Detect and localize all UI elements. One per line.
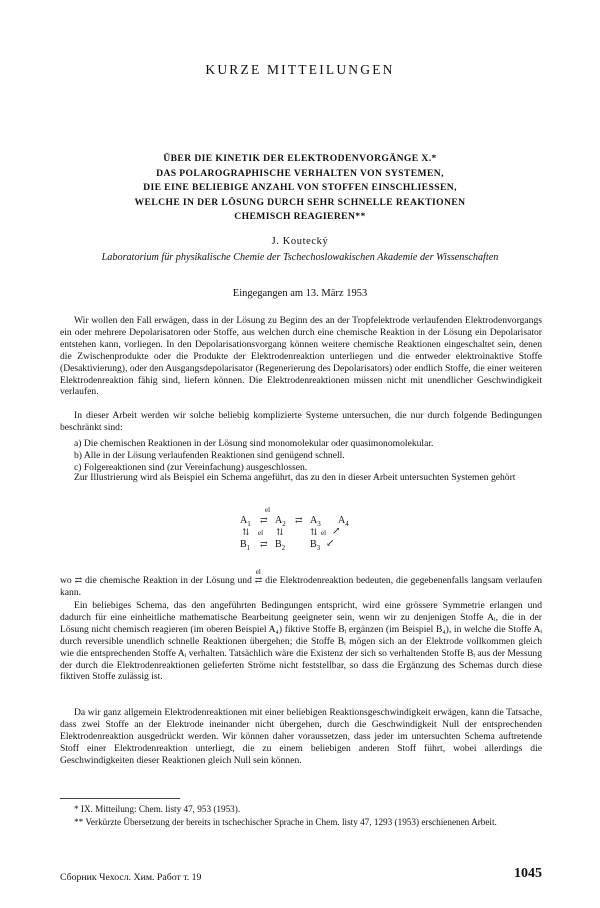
body-paragraph: [60, 568, 542, 599]
list-item: c) Folgereaktionen sind (zur Vereinfachung) ausgeschlossen.: [74, 461, 308, 473]
title-line: CHEMISCH REAGIEREN**: [234, 211, 366, 222]
body-paragraph: [60, 707, 542, 767]
equilibrium-arrow: ⇄: [295, 515, 303, 525]
reaction-scheme: [230, 506, 370, 556]
vertical-arrow: ⇅: [276, 527, 284, 537]
title-line: WELCHE IN DER LÖSUNG DURCH SEHR SCHNELLE REAKTIONEN: [134, 196, 466, 208]
equilibrium-arrow: ⇄: [260, 515, 268, 525]
vertical-arrow: ⇅: [310, 527, 318, 537]
body-paragraph: [60, 472, 542, 484]
species-b2: $B_2$: [275, 539, 286, 552]
el-label: el: [321, 529, 327, 537]
body-paragraph: [60, 315, 542, 398]
title-line: ÜBER DIE KINETIK DER ELEKTRODENVORGÄNGE X.*: [163, 153, 437, 164]
paragraph-text: Ein beliebiges Schema, das den angeführten Bedingungen entspricht, wird eine grössere Symmetrie erlangen und dadurch für eine einheitliche mathematische Bearbeitung geeigneter sein, wenn wir zu denjenigen Stoffe Aᵢ, die in der Lösung nicht chemisch reagieren (im oberen Beispiel A₄) fiktive Stoffe Bᵢ ergänzen (im Beispiel B₄), in welche die Stoffe Aᵢ durch reversible unendlich schnelle Reaktionen übergehen; die Stoffe Bᵢ mögen sich an der Elektrode vollkommen gleich wie die entsprechenden Stoffe Aᵢ verhalten. Tatsächlich wäre die Existenz der sich so verhaltenden Stoffe Bᵢ aus der Messung der durch die Elektrodenreaktionen gelieferten Ströme nicht feststellbar, so dass die Ergänzung des Schemas durch diese fiktiven Stoffe zulässig ist.: [60, 600, 542, 683]
species-b3: $B_3$: [310, 539, 321, 552]
journal-reference: Сборник Чехосл. Хим. Работ т. 19: [60, 872, 202, 883]
el-label: el: [265, 506, 271, 514]
electrode-arrow: el ⇄: [254, 568, 263, 585]
species-a3: $A_3$: [310, 515, 321, 528]
title-line: DAS POLAROGRAPHISCHE VERHALTEN VON SYSTEMEN,: [156, 167, 444, 179]
author-affiliation: Laboratorium für physikalische Chemie der Tschechoslowakischen Akademie der Wissenschaften: [101, 252, 499, 263]
diagonal-arrow-icon: ↗: [332, 526, 341, 537]
body-paragraph: [60, 600, 542, 683]
footnote: * IX. Mitteilung: Chem. listy 47, 953 (1953).: [74, 804, 241, 814]
footnote: ** Verkürzte Übersetzung der bereits in tschechischer Sprache in Chem. listy 47, 1293 (1953) erschienenen Arbeit.: [74, 817, 497, 827]
species-b1: $B_1$: [240, 539, 251, 552]
condition-list: [60, 438, 542, 474]
diagonal-arrow-icon: ↙: [326, 538, 335, 549]
species-a1: $A_1$: [240, 515, 251, 528]
el-label: el: [258, 529, 264, 537]
list-item: b) Alle in der Lösung verlaufenden Reaktionen sind genügend schnell.: [74, 449, 345, 461]
paragraph-text: In dieser Arbeit werden wir solche beliebig komplizierte Systeme untersuchen, die nur durch folgende Bedingungen beschränkt sind:: [60, 410, 542, 433]
vertical-arrow: ⇅: [242, 527, 250, 537]
species-a4: $A_4$: [338, 515, 349, 528]
equilibrium-arrow: ⇄: [74, 575, 83, 585]
body-paragraph: [60, 410, 542, 434]
received-date: Eingegangen am 13. März 1953: [232, 288, 368, 299]
author-name: J. Koutecký: [271, 236, 329, 247]
section-heading: KURZE MITTEILUNGEN: [205, 62, 395, 77]
equilibrium-arrow: ⇄: [260, 539, 268, 549]
paragraph-text: Wir wollen den Fall erwägen, dass in der Lösung zu Beginn des an der Tropfelektrode verlaufenden Elektrodenvorgangs ein oder mehrere Depolarisatoren oder Stoffe, aus welchen durch eine chemische Reaktion in der Lösung ein Depolarisator entstehen kann, vorliegen. In den Depolarisationsvorgang können weitere chemische Reaktionen eingeschaltet sein, denen die Zwischenprodukte oder die Produkte der Elektrodenreaktion unterliegen und die entweder elektroinaktive Stoffe (Desaktivierung), oder den Ausgangsdepolarisator (Regenerierung des Depolarisators) oder endlich Stoffe, die einer weiteren Elektrodenreaktion fähig sind, liefern können. Die Elektrodenreaktionen müssen nicht mit unendlicher Geschwindigkeit verlaufen.: [60, 315, 542, 398]
paragraph-text: Da wir ganz allgemein Elektrodenreaktionen mit einer beliebigen Reaktionsgeschwindigkeit erwägen, kann die Tatsache, dass zwei Stoffe an der Elektrode ineinander nicht übergehen, durch die Geschwindigkeit Null der entsprechenden Elektrodenreaktion ausgedrückt werden. Wir können daher voraussetzen, dass jeder im untersuchten Schema auftretende Stoff einer Elektrodenreaktion unterliegt, die zu einem beliebigen anderen Stoff führt, wobei allerdings die Geschwindigkeiten dieser Reaktionen gleich Null sein können.: [60, 707, 542, 766]
title-line: DIE EINE BELIEBIGE ANZAHL VON STOFFEN EINSCHLIESSEN,: [143, 182, 457, 193]
paragraph-text: wo ⇄ die chemische Reaktion in der Lösung und el ⇄ die Elektrodenreaktion bedeuten, die gegebenenfalls langsam verlaufen kann.: [60, 568, 542, 598]
species-a2: $A_2$: [275, 515, 286, 528]
article-title: [60, 152, 540, 225]
footnote-divider: [60, 798, 180, 799]
page-number: 1045: [514, 866, 542, 881]
list-item: a) Die chemischen Reaktionen in der Lösung sind monomolekular oder quasimonomolekular.: [74, 438, 434, 449]
paragraph-text: Zur Illustrierung wird als Beispiel ein Schema angeführt, das zu den in dieser Arbeit untersuchten Systemen gehört: [74, 472, 516, 483]
